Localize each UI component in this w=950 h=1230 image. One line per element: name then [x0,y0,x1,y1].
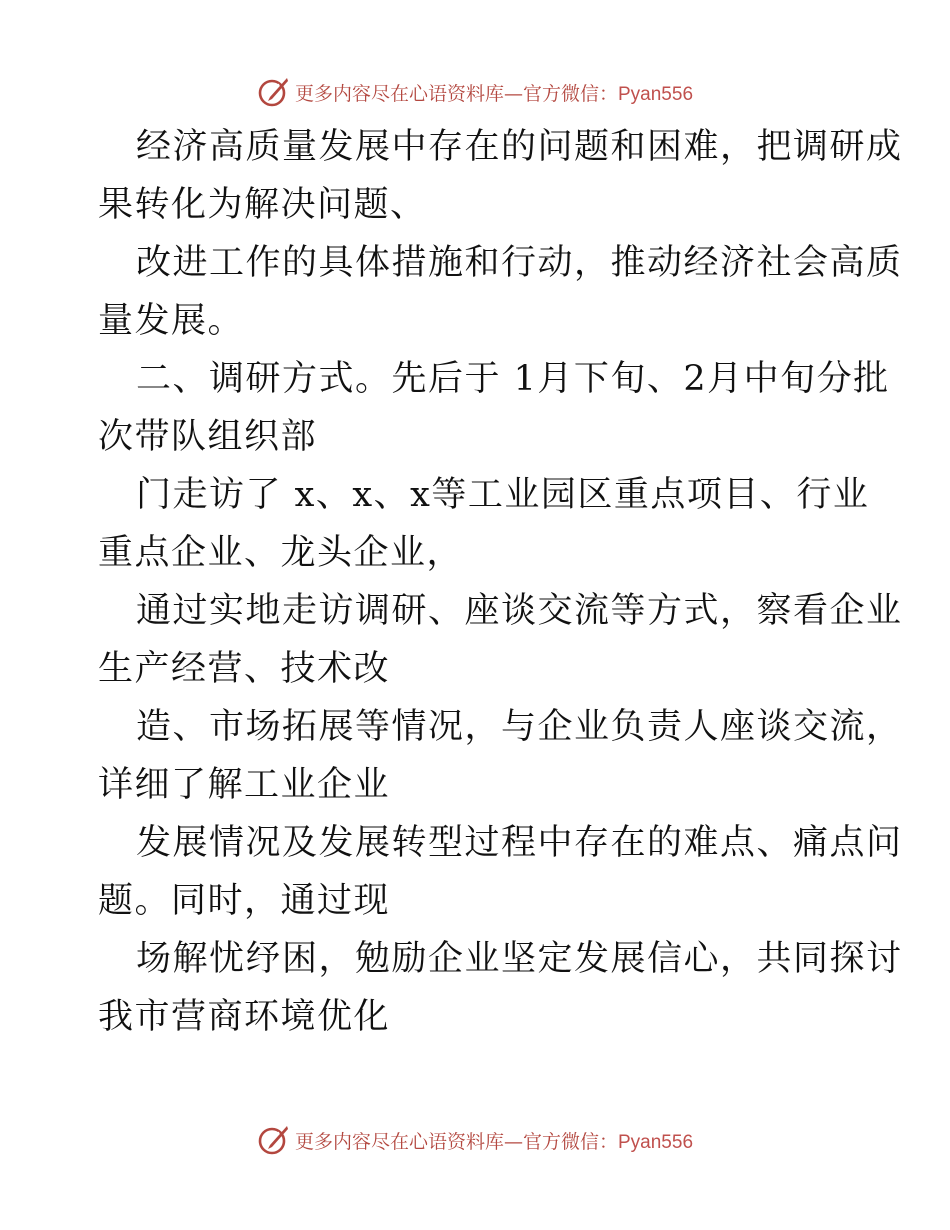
body-line: 场解忧纾困，勉励企业坚定发展信心，共同探讨 [136,939,903,979]
body-line: 通过实地走访调研、座谈交流等方式，察看企业 [136,591,903,631]
quill-pen-circle-logo-icon [257,76,289,108]
body-line: 二、调研方式。先后于 1月下旬、2月中旬分批 [136,359,890,399]
header-watermark-wechat: Pyan556 [618,83,694,105]
header-watermark-text [295,79,693,106]
body-line: 改进工作的具体措施和行动，推动经济社会高质 [136,243,903,283]
header-watermark-prefix: 更多内容尽在心语资料库—官方微信： [294,82,618,105]
quill-pen-circle-logo-icon [257,1124,289,1156]
body-line: 经济高质量发展中存在的问题和困难，把调研成 [136,127,903,167]
footer-watermark-banner [0,1120,950,1160]
body-line: 题。同时，通过现 [98,881,391,921]
body-line: 重点企业、龙头企业， [98,533,464,573]
footer-watermark-text [295,1127,693,1154]
body-line: 我市营商环境优化 [98,997,391,1037]
body-line: 量发展。 [98,301,245,341]
footer-watermark-wechat: Pyan556 [618,1131,694,1153]
body-line: 详细了解工业企业 [98,765,391,805]
document-body [98,118,903,1046]
footer-watermark-prefix: 更多内容尽在心语资料库—官方微信： [294,1130,618,1153]
body-line: 次带队组织部 [98,417,318,457]
body-line: 生产经营、技术改 [98,649,391,689]
body-line: 造、市场拓展等情况，与企业负责人座谈交流， [136,707,903,747]
header-watermark-banner [0,72,950,112]
body-line: 果转化为解决问题、 [98,185,427,225]
body-line: 发展情况及发展转型过程中存在的难点、痛点问 [136,823,903,863]
body-line: 门走访了 x、x、x等工业园区重点项目、行业 [136,475,870,515]
